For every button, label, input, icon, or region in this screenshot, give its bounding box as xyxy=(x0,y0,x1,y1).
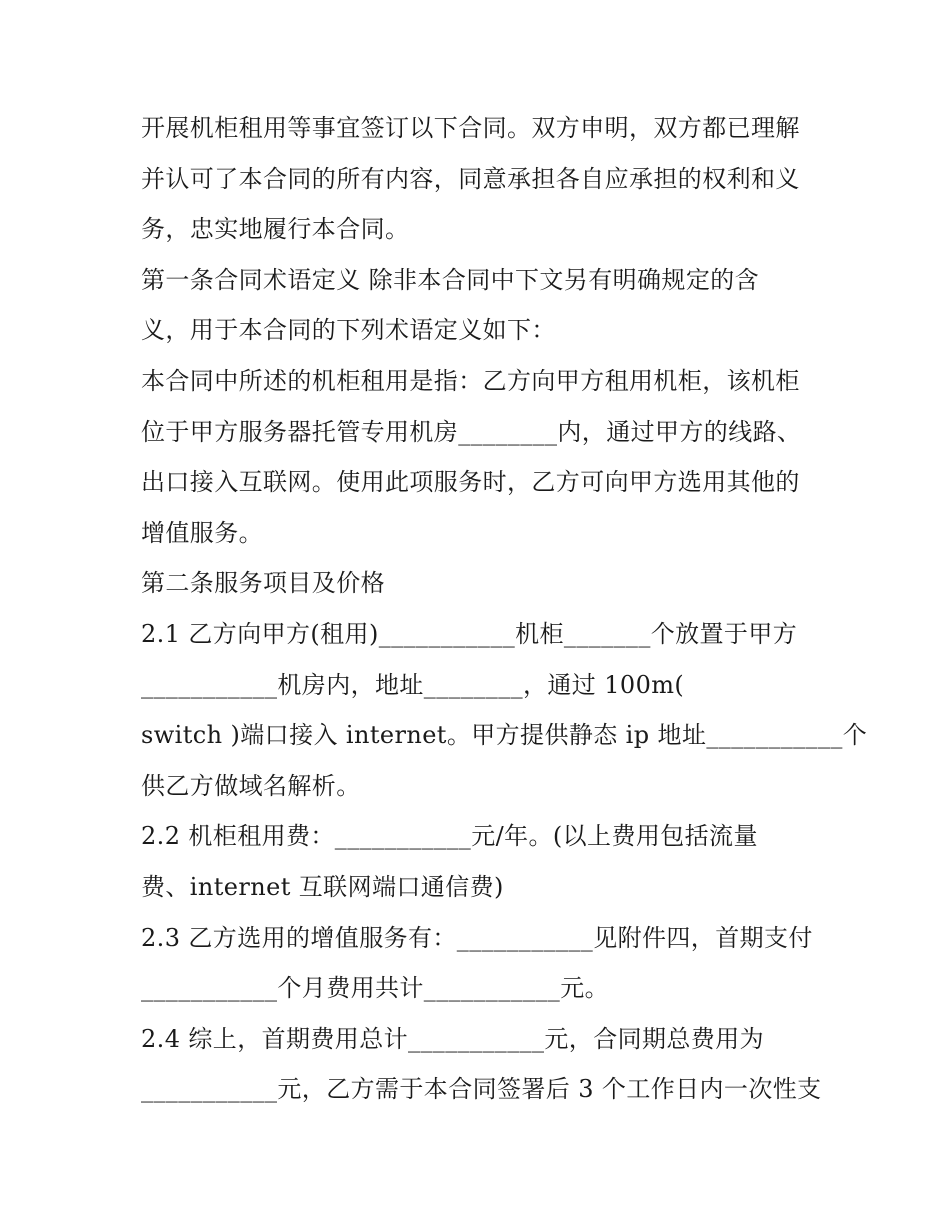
text-line: 开展机柜租用等事宜签订以下合同。双方申明，双方都已理解 xyxy=(141,114,800,142)
text-line: 位于甲方服务器托管专用机房________内，通过甲方的线路、 xyxy=(141,417,802,446)
text-line: ___________机房内，地址________，通过 100m( xyxy=(141,670,685,699)
clause-2-4: 2.4 综上，首期费用总计___________元，合同期总费用为 xyxy=(141,1024,764,1053)
text-line: 增值服务。 xyxy=(141,518,263,547)
text-line: 出口接入互联网。使用此项服务时，乙方可向甲方选用其他的 xyxy=(141,468,800,497)
article-one-heading: 第一条合同术语定义 除非本合同中下文另有明确规定的含 xyxy=(141,265,760,294)
text-line: 务，忠实地履行本合同。 xyxy=(141,215,410,244)
clause-2-3: 2.3 乙方选用的增值服务有：___________见附件四，首期支付 xyxy=(141,923,813,952)
text-line: ___________个月费用共计___________元。 xyxy=(141,974,609,1003)
text-line: 并认可了本合同的所有内容，同意承担各自应承担的权利和义 xyxy=(141,164,800,193)
text-line: 供乙方做域名解析。 xyxy=(141,771,361,800)
contract-text xyxy=(141,103,868,1115)
text-line: 本合同中所述的机柜租用是指：乙方向甲方租用机柜，该机柜 xyxy=(141,366,800,395)
article-two-heading: 第二条服务项目及价格 xyxy=(141,569,385,598)
text-line: ___________元，乙方需于本合同签署后 3 个工作日内一次性支 xyxy=(141,1075,822,1104)
clause-2-2: 2.2 机柜租用费：___________元/年。(以上费用包括流量 xyxy=(141,822,758,851)
text-line: 义，用于本合同的下列术语定义如下： xyxy=(141,316,556,345)
text-line: 费、internet 互联网端口通信费) xyxy=(141,872,504,901)
text-line: switch )端口接入 internet。甲方提供静态 ip 地址___________个 xyxy=(141,721,868,750)
clause-2-1: 2.1 乙方向甲方(租用)___________机柜_______个放置于甲方 xyxy=(141,619,798,648)
